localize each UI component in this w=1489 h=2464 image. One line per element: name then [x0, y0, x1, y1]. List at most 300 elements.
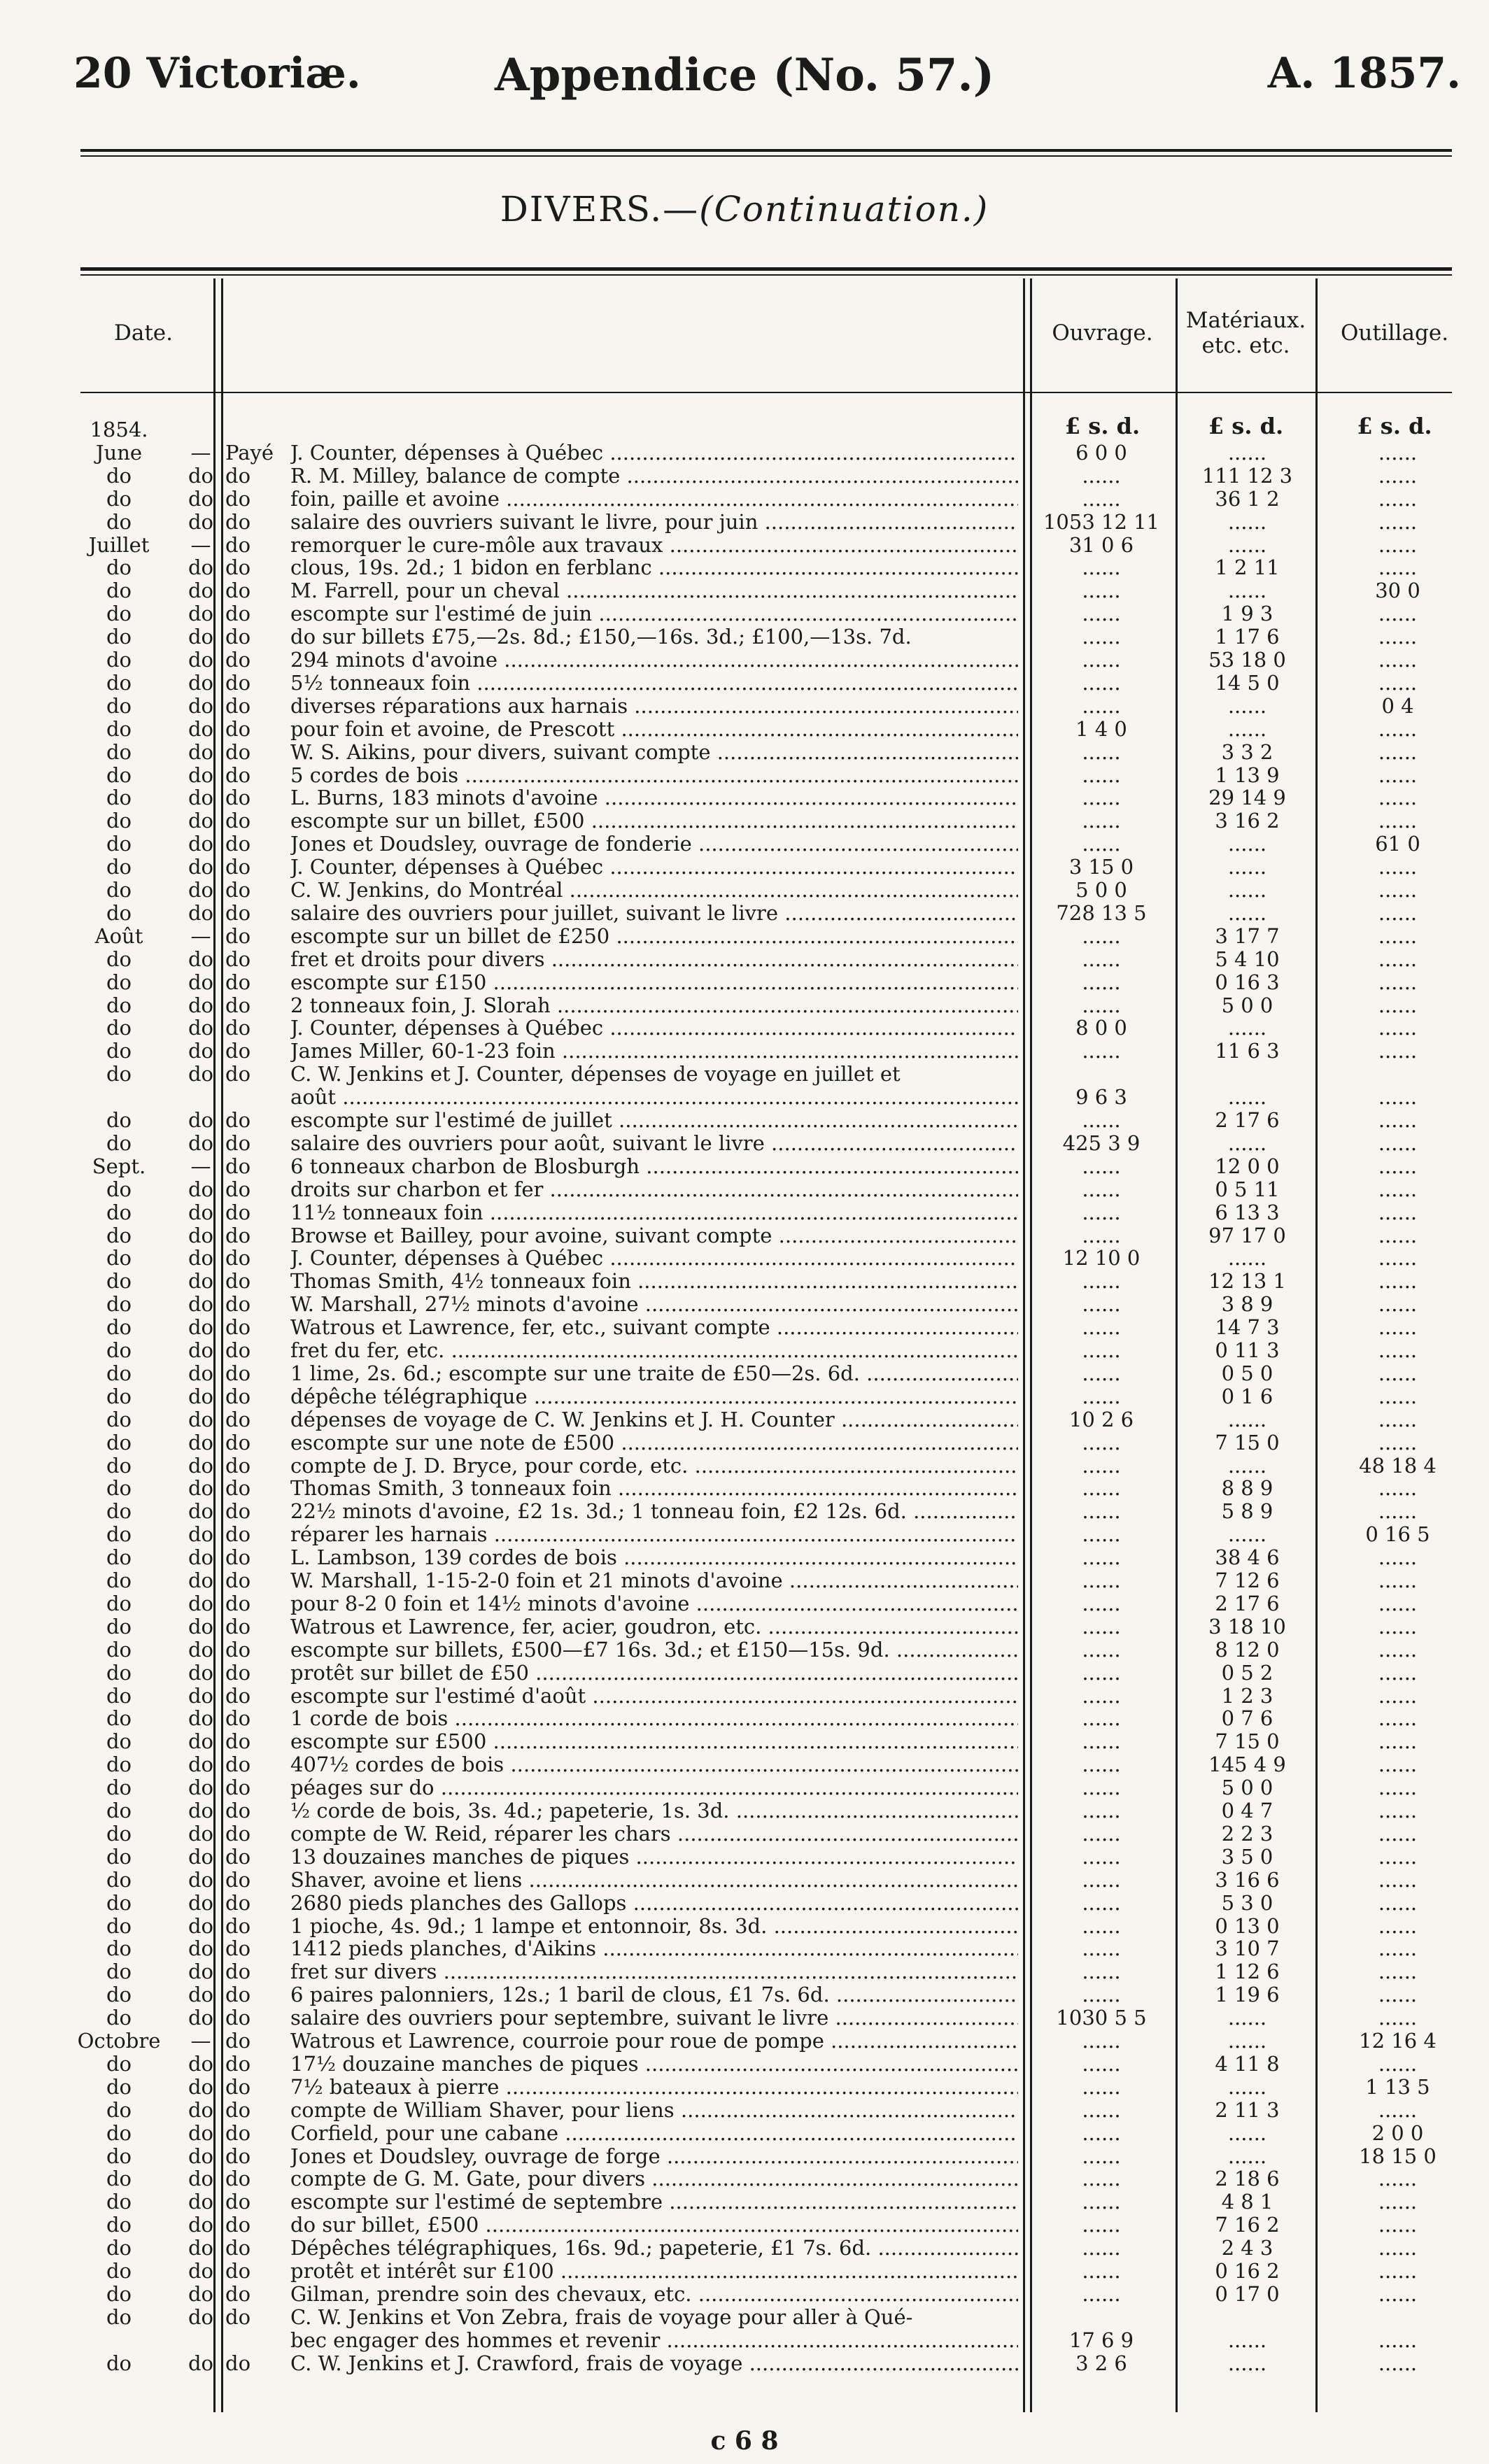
row-date: do: [106, 1384, 132, 1408]
row-description: escompte sur £150 .....: [290, 971, 1018, 994]
table-top-rule-thin: [80, 274, 1452, 276]
row-description: 6 paires palonniers, 12s.; 1 baril de clous, £1 7s. 6d. .....: [290, 1983, 1018, 2006]
row-materiaux: 2 4 3: [1221, 2236, 1273, 2260]
row-date: do: [106, 763, 132, 787]
row-materiaux: 14 5 0: [1215, 670, 1280, 695]
row-ouvrage: 1030 5 5: [1056, 2006, 1147, 2030]
row-ditto: do: [188, 555, 214, 580]
row-ditto: do: [188, 1913, 214, 1938]
row-outillage: ......: [1378, 648, 1418, 672]
row-ouvrage: 3 15 0: [1068, 855, 1134, 879]
table-row: [0, 1685, 1489, 1708]
row-description: L. Burns, 183 minots d'avoine .....: [290, 786, 1018, 809]
col-head-outillage: Outillage.: [1340, 320, 1449, 346]
row-paid: do: [225, 2236, 251, 2260]
row-paid: do: [225, 1799, 251, 1822]
row-ouvrage: ......: [1082, 1545, 1121, 1570]
table-row: [0, 1500, 1489, 1523]
row-description: 6 tonneaux charbon de Blosburgh .....: [290, 1155, 1018, 1178]
row-paid: do: [225, 1983, 251, 2007]
row-ouvrage: 8 0 0: [1075, 1016, 1127, 1040]
row-materiaux: 2 17 6: [1215, 1591, 1280, 1615]
row-description: 5 cordes de bois .....: [290, 764, 1018, 787]
row-materiaux: 3 10 7: [1215, 1936, 1280, 1961]
row-outillage: ......: [1378, 1637, 1418, 1662]
row-paid: do: [225, 463, 251, 488]
row-ouvrage: ......: [1082, 1867, 1121, 1892]
row-ouvrage: ......: [1082, 1660, 1121, 1685]
row-materiaux: 111 12 3: [1201, 463, 1293, 488]
row-date: do: [106, 1246, 132, 1270]
row-materiaux: 2 18 6: [1215, 2167, 1280, 2191]
row-date: do: [106, 1890, 132, 1915]
row-description: J. Counter, dépenses à Québec .....: [290, 856, 1018, 879]
row-paid: do: [225, 1338, 251, 1362]
row-materiaux: ......: [1227, 2328, 1267, 2352]
row-ouvrage: ......: [1082, 1913, 1121, 1938]
row-ditto: do: [188, 602, 214, 626]
row-materiaux: 5 8 9: [1221, 1499, 1273, 1524]
row-date: do: [106, 1729, 132, 1754]
row-ouvrage: ......: [1082, 947, 1121, 971]
row-paid: do: [225, 900, 251, 925]
row-outillage: ......: [1378, 1591, 1418, 1615]
row-date: do: [106, 486, 132, 511]
row-outillage: ......: [1378, 2236, 1418, 2260]
row-materiaux: 12 13 1: [1208, 1269, 1286, 1294]
row-date: do: [106, 1569, 132, 1592]
row-ouvrage: ......: [1082, 739, 1121, 764]
table-row: [0, 764, 1489, 787]
table-row: [0, 1017, 1489, 1040]
row-outillage: ......: [1378, 2351, 1418, 2375]
table-row: [0, 534, 1489, 557]
row-materiaux: 97 17 0: [1208, 1223, 1286, 1247]
table-row: [0, 602, 1489, 625]
row-description: 1 corde de bois .....: [290, 1707, 1018, 1730]
row-date: Sept.: [92, 1154, 146, 1178]
row-description: Watrous et Lawrence, courroie pour roue de pompe .....: [290, 2030, 1018, 2053]
row-ditto: do: [188, 1269, 214, 1294]
row-outillage: ......: [1378, 1913, 1418, 1938]
row-ouvrage: 12 10 0: [1062, 1246, 1141, 1270]
row-outillage: ......: [1378, 1867, 1418, 1892]
row-ouvrage: ......: [1082, 1384, 1121, 1408]
row-ouvrage: ......: [1082, 1453, 1121, 1478]
row-ouvrage: ......: [1082, 602, 1121, 626]
row-date: do: [106, 993, 132, 1017]
row-paid: do: [225, 1545, 251, 1570]
table-row: [0, 1109, 1489, 1132]
row-outillage: ......: [1378, 1683, 1418, 1708]
row-outillage: ......: [1378, 625, 1418, 649]
row-materiaux: 0 13 0: [1215, 1913, 1280, 1938]
table-row: [0, 2283, 1489, 2306]
row-description: compte de W. Reid, réparer les chars .....: [290, 1822, 1018, 1846]
row-ditto: do: [188, 1108, 214, 1132]
row-date: do: [106, 716, 132, 741]
row-paid: do: [225, 855, 251, 879]
row-ouvrage: ......: [1082, 2281, 1121, 2306]
row-paid: do: [225, 579, 251, 603]
row-outillage: ......: [1378, 2097, 1418, 2122]
table-row: [0, 556, 1489, 579]
row-ouvrage: 9 6 3: [1075, 1085, 1127, 1110]
row-materiaux: 7 15 0: [1215, 1430, 1280, 1454]
row-ditto: do: [188, 1407, 214, 1431]
row-date: do: [106, 2006, 132, 2030]
row-ouvrage: ......: [1082, 2167, 1121, 2191]
header-right: A. 1857.: [1267, 49, 1461, 98]
row-paid: do: [225, 1844, 251, 1869]
row-ditto: do: [188, 1660, 214, 1685]
row-ouvrage: ......: [1082, 2190, 1121, 2214]
row-paid: do: [225, 1315, 251, 1340]
row-ditto: do: [188, 1683, 214, 1708]
row-date: do: [106, 1269, 132, 1294]
row-materiaux: 1 19 6: [1215, 1983, 1280, 2007]
row-paid: do: [225, 739, 251, 764]
row-paid: do: [225, 2213, 251, 2237]
row-paid: do: [225, 1108, 251, 1132]
row-ditto: do: [188, 625, 214, 649]
row-paid: do: [225, 786, 251, 810]
row-date: do: [106, 1637, 132, 1662]
row-paid: do: [225, 2074, 251, 2099]
row-ditto: do: [188, 2281, 214, 2306]
col-head-materiaux: Matériaux. etc. etc.: [1185, 308, 1306, 358]
row-description: compte de G. M. Gate, pour divers .....: [290, 2167, 1018, 2190]
row-materiaux: ......: [1227, 832, 1267, 856]
row-outillage: ......: [1378, 1269, 1418, 1294]
row-paid: do: [225, 1729, 251, 1754]
row-materiaux: 3 16 6: [1215, 1867, 1280, 1892]
row-outillage: ......: [1378, 1729, 1418, 1754]
row-ouvrage: ......: [1082, 1706, 1121, 1731]
row-materiaux: 0 4 7: [1221, 1799, 1273, 1822]
row-ouvrage: ......: [1082, 1361, 1121, 1385]
row-outillage: ......: [1378, 1936, 1418, 1961]
row-date: do: [106, 1223, 132, 1247]
row-ditto: do: [188, 739, 214, 764]
row-date: do: [106, 1177, 132, 1201]
table-row: [0, 2099, 1489, 2122]
row-description: fret sur divers .....: [290, 1960, 1018, 1983]
row-description: escompte sur un billet, £500 .....: [290, 809, 1018, 833]
table-row: [0, 625, 1489, 649]
row-paid: do: [225, 1660, 251, 1685]
row-materiaux: 5 3 0: [1221, 1890, 1273, 1915]
row-ouvrage: 17 6 9: [1068, 2328, 1134, 2352]
table-row: [0, 418, 1489, 441]
row-materiaux: 0 5 0: [1221, 1361, 1273, 1385]
header-row-rule: [80, 392, 1452, 393]
row-description: 11½ tonneaux foin .....: [290, 1201, 1018, 1224]
row-ditto: do: [188, 1476, 214, 1501]
row-ditto: do: [188, 2190, 214, 2214]
row-ditto: do: [188, 1062, 214, 1086]
row-paid: do: [225, 1361, 251, 1385]
row-paid: do: [225, 532, 251, 557]
row-ouvrage: ......: [1082, 1844, 1121, 1869]
row-outillage: ......: [1378, 555, 1418, 580]
row-paid: do: [225, 1223, 251, 1247]
row-ouvrage: ......: [1082, 809, 1121, 833]
row-ditto: do: [188, 1522, 214, 1547]
row-description: do sur billet, £500 .....: [290, 2214, 1018, 2237]
row-description: pour foin et avoine, de Prescott .....: [290, 718, 1018, 741]
row-ouvrage: 1053 12 11: [1043, 509, 1160, 534]
table-row: [0, 1846, 1489, 1869]
row-paid: do: [225, 1913, 251, 1938]
table-row: [0, 1869, 1489, 1892]
row-ouvrage: ......: [1082, 579, 1121, 603]
row-description: escompte sur l'estimé de septembre .....: [290, 2190, 1018, 2214]
row-ditto: do: [188, 1016, 214, 1040]
row-materiaux: 7 16 2: [1215, 2213, 1280, 2237]
row-date: do: [106, 2167, 132, 2191]
row-ouvrage: 5 0 0: [1075, 878, 1127, 902]
title-main: DIVERS.—: [500, 189, 700, 229]
table-top-rule: [80, 267, 1452, 271]
row-outillage: ......: [1378, 486, 1418, 511]
table-row: [0, 833, 1489, 856]
row-materiaux: 0 1 6: [1221, 1384, 1273, 1408]
row-outillage: ......: [1378, 1315, 1418, 1340]
row-paid: do: [225, 2051, 251, 2076]
row-date: do: [106, 1753, 132, 1777]
row-date: do: [106, 2074, 132, 2099]
row-date: do: [106, 2144, 132, 2168]
table-row: [0, 1569, 1489, 1592]
row-outillage: ......: [1378, 509, 1418, 534]
row-ditto: do: [188, 2259, 214, 2283]
row-ditto: do: [188, 2304, 214, 2329]
row-ditto: do: [188, 509, 214, 534]
row-description: 13 douzaines manches de piques .....: [290, 1846, 1018, 1869]
row-description: C. W. Jenkins, do Montréal .....: [290, 879, 1018, 902]
table-row: [0, 1178, 1489, 1201]
row-ouvrage: ......: [1082, 1476, 1121, 1501]
table-row: [0, 718, 1489, 741]
table-row: [0, 1040, 1489, 1063]
row-paid: do: [225, 602, 251, 626]
row-date: do: [106, 786, 132, 810]
row-ouvrage: ......: [1082, 1776, 1121, 1800]
row-outillage: ......: [1378, 1039, 1418, 1063]
row-ditto: do: [188, 1039, 214, 1063]
row-outillage: ......: [1378, 1131, 1418, 1155]
row-ouvrage: ......: [1082, 1269, 1121, 1294]
row-ditto: do: [188, 2074, 214, 2099]
row-ditto: do: [188, 2213, 214, 2237]
row-ouvrage: ......: [1082, 486, 1121, 511]
row-date: do: [106, 1983, 132, 2007]
row-date: do: [106, 625, 132, 649]
row-ouvrage: ......: [1082, 1983, 1121, 2007]
row-paid: do: [225, 2144, 251, 2168]
row-ditto: —: [190, 532, 211, 557]
table-row: [0, 1477, 1489, 1500]
row-description: C. W. Jenkins et J. Crawford, frais de voyage .....: [290, 2352, 1018, 2375]
row-date: do: [106, 1960, 132, 1984]
row-description: W. Marshall, 27½ minots d'avoine .....: [290, 1293, 1018, 1316]
row-ditto: do: [188, 2006, 214, 2030]
table-row: [0, 1408, 1489, 1431]
table-row: [0, 511, 1489, 534]
running-header: [0, 49, 1489, 105]
row-date: do: [106, 970, 132, 994]
row-ditto: do: [188, 1960, 214, 1984]
row-paid: do: [225, 1292, 251, 1317]
row-date: do: [106, 947, 132, 971]
row-date: do: [106, 1683, 132, 1708]
row-outillage: ......: [1378, 1338, 1418, 1362]
row-description: fret et droits pour divers .....: [290, 948, 1018, 971]
table-row: [0, 1546, 1489, 1569]
table-row: [0, 1707, 1489, 1730]
row-outillage: ......: [1378, 786, 1418, 810]
row-ditto: do: [188, 1936, 214, 1961]
row-description: M. Farrell, pour un cheval .....: [290, 579, 1018, 602]
row-materiaux: ......: [1227, 878, 1267, 902]
row-outillage: ......: [1378, 970, 1418, 994]
row-date: do: [106, 855, 132, 879]
row-ouvrage: ......: [1082, 1430, 1121, 1454]
row-outillage: ......: [1378, 878, 1418, 902]
row-ouvrage: ......: [1082, 670, 1121, 695]
row-date: do: [106, 1039, 132, 1063]
row-outillage: ......: [1378, 1108, 1418, 1132]
header-left: 20 Victoriæ.: [73, 49, 361, 98]
row-materiaux: 1 17 6: [1215, 625, 1280, 649]
row-paid: do: [225, 809, 251, 833]
row-materiaux: ......: [1227, 2120, 1267, 2145]
row-outillage: ......: [1378, 2051, 1418, 2076]
row-ouvrage: ......: [1082, 763, 1121, 787]
row-description: salaire des ouvriers pour juillet, suivant le livre .....: [290, 902, 1018, 925]
row-description: Jones et Doudsley, ouvrage de fonderie .....: [290, 833, 1018, 856]
row-description: Browse et Bailley, pour avoine, suivant compte .....: [290, 1224, 1018, 1247]
row-materiaux: 53 18 0: [1208, 648, 1286, 672]
table-row: [0, 1799, 1489, 1822]
row-outillage: ......: [1378, 1799, 1418, 1822]
row-description: 2 tonneaux foin, J. Slorah .....: [290, 994, 1018, 1017]
table-row: [0, 902, 1489, 925]
row-paid: do: [225, 1499, 251, 1524]
row-ouvrage: ......: [1082, 1753, 1121, 1777]
row-date: do: [106, 2259, 132, 2283]
row-paid: do: [225, 509, 251, 534]
row-materiaux: ......: [1227, 1085, 1267, 1110]
row-date: do: [106, 1499, 132, 1524]
row-date: do: [106, 1361, 132, 1385]
row-description: réparer les harnais .....: [290, 1523, 1018, 1546]
row-date: do: [106, 1614, 132, 1638]
row-date: do: [106, 555, 132, 580]
row-ouvrage: ......: [1082, 2074, 1121, 2099]
row-materiaux: 1 12 6: [1215, 1960, 1280, 1984]
row-date: do: [106, 2051, 132, 2076]
table-row: [0, 1776, 1489, 1799]
row-description: salaire des ouvriers pour septembre, suivant le livre .....: [290, 2006, 1018, 2030]
row-materiaux: 3 17 7: [1215, 923, 1280, 948]
table-row: [0, 1937, 1489, 1960]
row-materiaux: 3 18 10: [1208, 1614, 1286, 1638]
row-outillage: ......: [1378, 1844, 1418, 1869]
row-date: do: [106, 809, 132, 833]
row-materiaux: 3 3 2: [1221, 739, 1273, 764]
row-outillage: 12 16 4: [1359, 2029, 1437, 2053]
row-materiaux: ......: [1227, 1131, 1267, 1155]
header-rule-bottom: [80, 155, 1452, 157]
row-materiaux: 2 2 3: [1221, 1821, 1273, 1846]
table-row: [0, 925, 1489, 948]
row-outillage: ......: [1378, 440, 1418, 465]
row-date: do: [106, 1407, 132, 1431]
row-paid: do: [225, 1614, 251, 1638]
row-date: do: [106, 2213, 132, 2237]
table-row: [0, 1592, 1489, 1615]
row-date: do: [106, 648, 132, 672]
table-row: [0, 2237, 1489, 2260]
row-materiaux: ......: [1227, 900, 1267, 925]
row-ouvrage: 31 0 6: [1068, 532, 1134, 557]
row-ditto: do: [188, 1430, 214, 1454]
row-materiaux: ......: [1227, 440, 1267, 465]
row-date: do: [106, 2097, 132, 2122]
table-row: [0, 994, 1489, 1017]
row-outillage: ......: [1378, 1960, 1418, 1984]
row-paid: do: [225, 1269, 251, 1294]
row-paid: do: [225, 1637, 251, 1662]
table-row: [0, 1270, 1489, 1293]
row-materiaux: 2 11 3: [1215, 2097, 1280, 2122]
row-ouvrage: ......: [1082, 1223, 1121, 1247]
row-description: escompte sur un billet de £250 .....: [290, 925, 1018, 948]
row-ditto: do: [188, 1591, 214, 1615]
row-date: do: [106, 2351, 132, 2375]
row-description: escompte sur l'estimé de juillet .....: [290, 1109, 1018, 1132]
row-materiaux: 1 13 9: [1215, 763, 1280, 787]
row-outillage: ......: [1378, 1821, 1418, 1846]
row-materiaux: 0 17 0: [1215, 2281, 1280, 2306]
row-paid: do: [225, 1867, 251, 1892]
row-date: do: [106, 509, 132, 534]
row-ditto: do: [188, 1499, 214, 1524]
row-ouvrage: ......: [1082, 1154, 1121, 1178]
row-description: Watrous et Lawrence, fer, etc., suivant compte .....: [290, 1316, 1018, 1339]
row-outillage: ......: [1378, 1177, 1418, 1201]
subhead-materiaux: £ s. d.: [1208, 413, 1284, 439]
row-ouvrage: ......: [1082, 1522, 1121, 1547]
row-ditto: do: [188, 1776, 214, 1800]
row-ditto: do: [188, 1338, 214, 1362]
row-date: do: [106, 579, 132, 603]
table-row: [0, 672, 1489, 695]
row-ditto: do: [188, 2120, 214, 2145]
row-ouvrage: ......: [1082, 1569, 1121, 1592]
row-description: 5½ tonneaux foin .....: [290, 672, 1018, 695]
row-paid: do: [225, 2190, 251, 2214]
table-row: [0, 1155, 1489, 1178]
row-paid: do: [225, 1154, 251, 1178]
row-materiaux: 0 5 2: [1221, 1660, 1273, 1685]
row-outillage: ......: [1378, 670, 1418, 695]
row-description: 1 pioche, 4s. 9d.; 1 lampe et entonnoir, 8s. 3d. .....: [290, 1915, 1018, 1938]
row-description: Shaver, avoine et liens .....: [290, 1869, 1018, 1892]
row-materiaux: 5 4 10: [1215, 947, 1280, 971]
